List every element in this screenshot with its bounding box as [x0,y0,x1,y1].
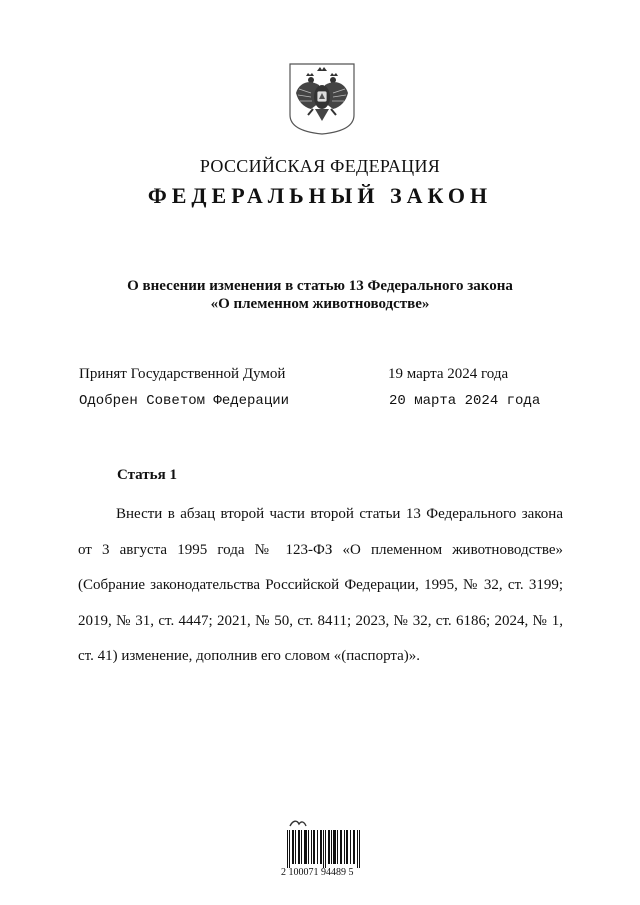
barcode [281,818,373,878]
duma-adoption-date: 19 марта 2024 года [388,366,509,382]
article-heading: Статья 1 [117,467,177,483]
barcode-number: 2 100071 94489 5 [281,867,354,878]
duma-adoption-label: Принят Государственной Думой [79,366,286,382]
article-body [78,497,563,675]
coat-of-arms-icon [289,63,355,135]
law-title [0,277,640,313]
law-title-line-2: «О племенном животноводстве» [210,296,430,312]
law-title-line-1: О внесении изменения в статью 13 Федерального закона [127,278,513,294]
article-text: Внести в абзац второй части второй статьи 13 Федерального закона от 3 августа 1995 года № 123-ФЗ «О племенном животноводстве» (Собрание законодательства Российской Федерации, 1995, № 32, ст. 3199; 2019, № 31, ст. 4447; 2021, № 50, ст. 8411; 2023, № 32, ст. 6186; 2024, № 1, ст. 41) изменение, дополнив его словом «(паспорта)». [78,506,563,664]
barcode-bars-icon [287,830,361,868]
council-approval-date: 20 марта 2024 года [389,393,541,409]
barcode-logo-icon [289,818,307,828]
council-approval-label: Одобрен Советом Федерации [79,393,290,409]
document-type: ФЕДЕРАЛЬНЫЙ ЗАКОН [147,183,493,208]
country-name: РОССИЙСКАЯ ФЕДЕРАЦИЯ [199,156,441,176]
